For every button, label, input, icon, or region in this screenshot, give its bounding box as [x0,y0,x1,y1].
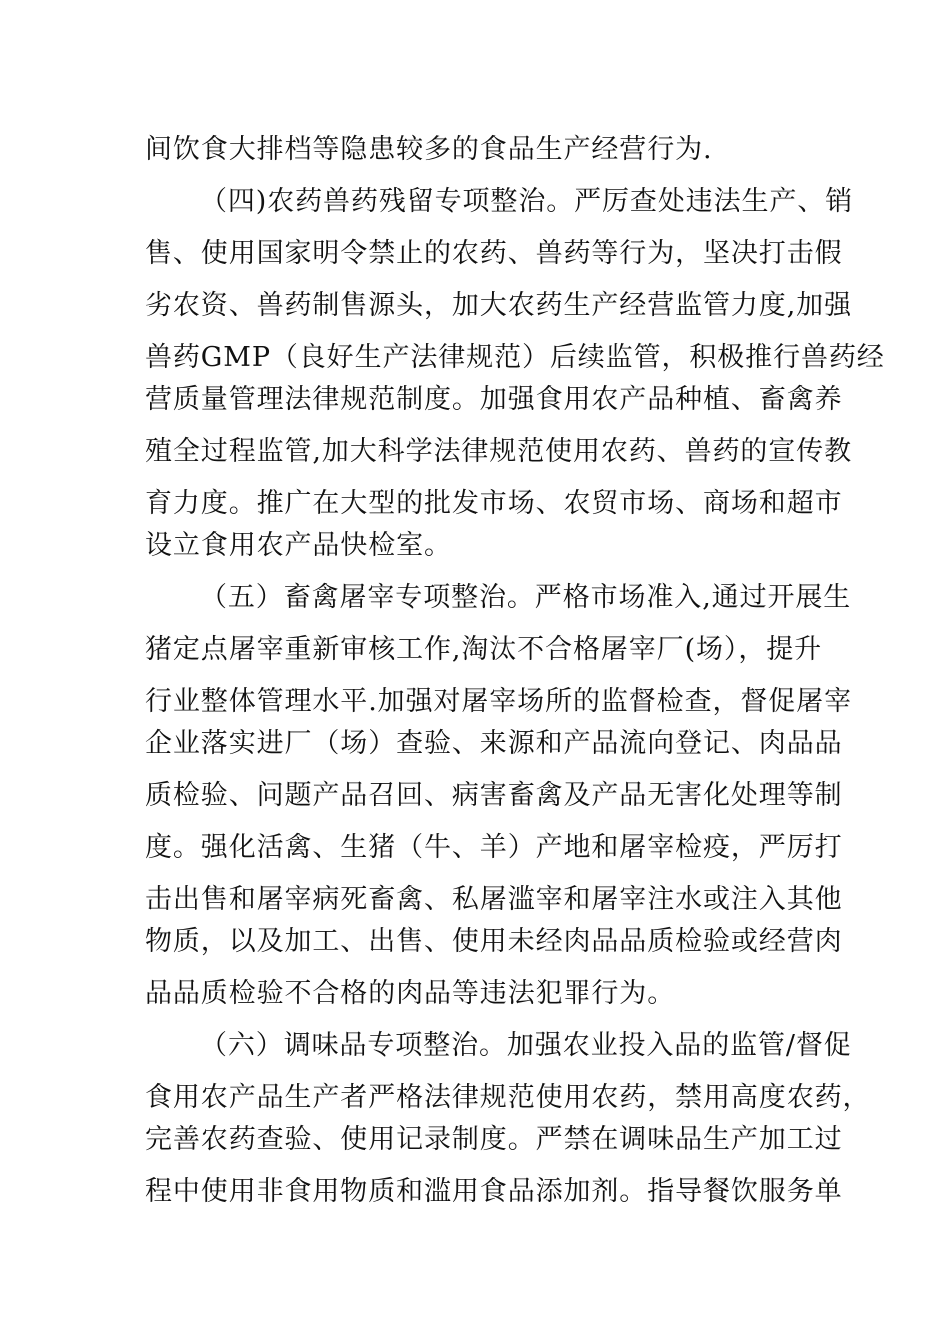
text-line: 设立食用农产品快检室。 [145,530,452,561]
text-line: 猪定点屠宰重新审核工作,淘汰不合格屠宰厂(场），提升 [145,634,823,665]
text-line: 殖全过程监管,加大科学法律规范使用农药、兽药的宣传教 [145,436,852,467]
text-line: 度。强化活禽、生猪（牛、羊）产地和屠宰检疫，严厉打 [145,832,843,863]
text-line: 劣农资、兽药制售源头，加大农药生产经营监管力度,加强 [145,290,852,321]
text-line: 行业整体管理水平.加强对屠宰场所的监督检查，督促屠宰 [145,686,852,717]
text-line: 质检验、问题产品召回、病害畜禽及产品无害化处理等制 [145,780,843,811]
section-heading-line: （四)农药兽药残留专项整治。严厉查处违法生产、销 [200,186,854,217]
text-line: 击出售和屠宰病死畜禽、私屠滥宰和屠宰注水或注入其他 [145,884,843,915]
text-line: 育力度。推广在大型的批发市场、农贸市场、商场和超市 [145,488,843,519]
text-line: 营质量管理法律规范制度。加强食用农产品种植、畜禽养 [145,384,843,415]
text-line: 完善农药查验、使用记录制度。严禁在调味品生产加工过 [145,1124,843,1155]
section-heading-line: （六）调味品专项整治。加强农业投入品的监管/督促 [200,1030,852,1061]
text-line: 间饮食大排档等隐患较多的食品生产经营行为. [145,134,713,165]
text-line: 兽药GMP（良好生产法律规范）后续监管，积极推行兽药经 [145,342,885,373]
section-heading-line: （五）畜禽屠宰专项整治。严格市场准入,通过开展生 [200,582,852,613]
text-line: 售、使用国家明令禁止的农药、兽药等行为，坚决打击假 [145,238,843,269]
text-line: 物质，以及加工、出售、使用未经肉品品质检验或经营肉 [145,926,843,957]
text-line: 品品质检验不合格的肉品等违法犯罪行为。 [145,978,676,1009]
text-line: 程中使用非食用物质和滥用食品添加剂。指导餐饮服务单 [145,1176,843,1207]
text-line: 企业落实进厂（场）查验、来源和产品流向登记、肉品品 [145,728,843,759]
text-line: 食用农产品生产者严格法律规范使用农药，禁用高度农药， [145,1082,871,1113]
